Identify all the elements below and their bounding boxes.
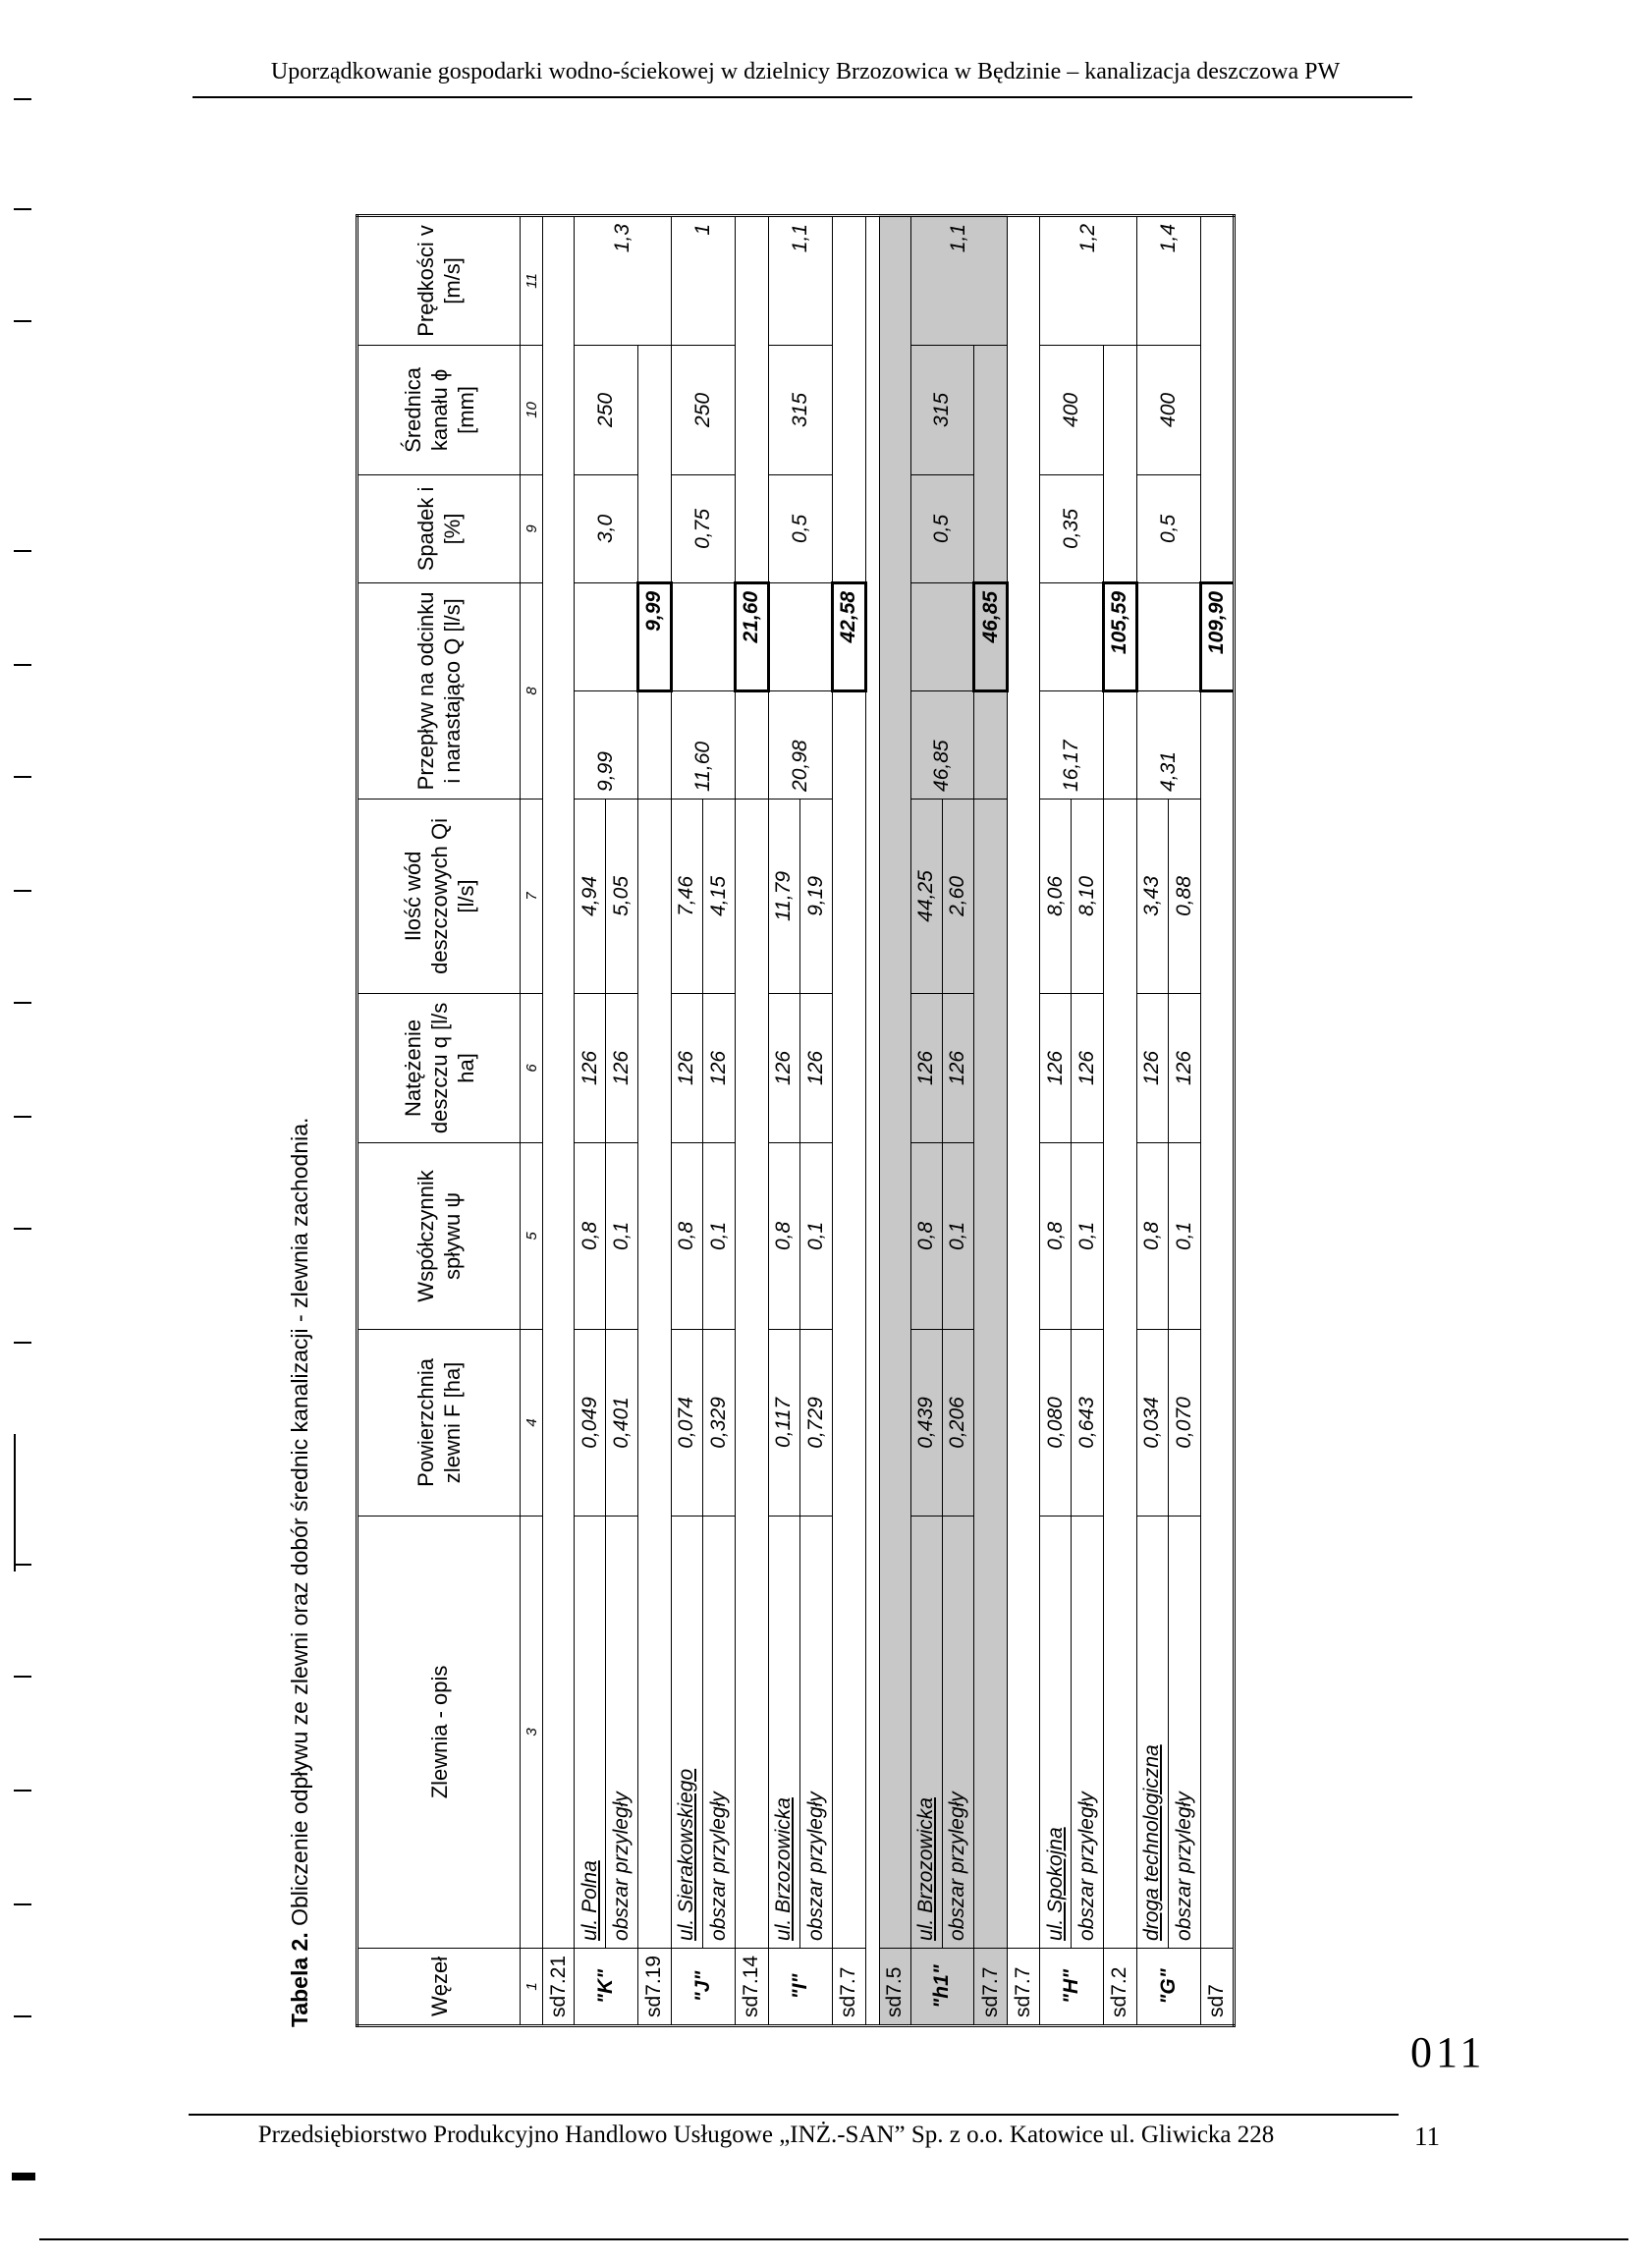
velocity-value: 1,4 — [1136, 215, 1200, 345]
area-value: 0,070 — [1169, 1329, 1201, 1516]
intensity-value: 126 — [942, 993, 974, 1142]
margin-mark — [14, 776, 31, 778]
velocity-value: 1,3 — [575, 215, 672, 345]
page-header: Uporządkowanie gospodarki wodno-ściekowej w dzielnicy Brzozowica w Będzinie – kanalizacja deszczowa PW — [270, 59, 1341, 84]
column-number: 9 — [521, 474, 543, 582]
catchment-description: ul. Brzozowicka — [768, 1516, 800, 1948]
margin-mark — [14, 550, 31, 552]
margin-line — [14, 1434, 16, 1572]
catchment-label: "K" — [575, 1948, 638, 2025]
slope-value: 0,5 — [910, 474, 974, 582]
diameter-value: 400 — [1040, 345, 1104, 474]
catchment-description: obszar przyległy — [800, 1516, 833, 1948]
area-value: 0,643 — [1072, 1329, 1104, 1516]
margin-mark — [14, 1903, 31, 1905]
coefficient-value: 0,1 — [703, 1142, 736, 1329]
margin-mark — [14, 664, 31, 666]
rotated-table-block — [285, 206, 1287, 2043]
catchment-description: ul. Polna — [575, 1516, 606, 1948]
area-value: 0,049 — [575, 1329, 606, 1516]
catchment-description: obszar przyległy — [703, 1516, 736, 1948]
cumulative-flow: 105,59 — [1103, 582, 1136, 690]
margin-mark — [14, 1116, 31, 1118]
cumulative-flow: 9,99 — [637, 582, 671, 690]
velocity-value: 1,1 — [768, 215, 832, 345]
catchment-description: obszar przyległy — [1072, 1516, 1104, 1948]
intensity-value: 126 — [1040, 993, 1072, 1142]
column-number: 1 — [521, 1948, 543, 2025]
margin-mark — [14, 208, 31, 210]
catchment-label: "G" — [1136, 1948, 1200, 2025]
margin-mark — [14, 1564, 31, 1566]
col-header-description: Zlewnia - opis — [358, 1516, 521, 1948]
col-header-node: Węzeł — [358, 1948, 521, 2025]
coefficient-value: 0,8 — [575, 1142, 606, 1329]
scan-mark — [12, 2173, 35, 2180]
catchment-label: "I" — [768, 1948, 832, 2025]
area-value: 0,206 — [942, 1329, 974, 1516]
area-value: 0,729 — [800, 1329, 833, 1516]
rainwater-value: 8,06 — [1040, 799, 1072, 993]
table-row — [1040, 215, 1072, 2025]
node-label: sd7.14 — [735, 1948, 768, 2025]
coefficient-value: 0,8 — [1136, 1142, 1169, 1329]
table-row — [637, 215, 671, 2025]
scan-edge-line — [39, 2238, 1628, 2240]
rainwater-value: 5,05 — [606, 799, 638, 993]
slope-value: 3,0 — [575, 474, 638, 582]
table-row — [1008, 215, 1040, 2025]
node-label: sd7.7 — [1008, 1948, 1040, 2025]
coefficient-value: 0,1 — [1169, 1142, 1201, 1329]
diameter-value: 250 — [671, 345, 735, 474]
area-value: 0,080 — [1040, 1329, 1072, 1516]
column-number: 6 — [521, 993, 543, 1142]
intensity-value: 126 — [671, 993, 703, 1142]
table-row — [910, 215, 942, 2025]
caption-label: Tabela 2. — [287, 1932, 312, 2027]
diameter-value: 315 — [768, 345, 832, 474]
margin-mark — [14, 1676, 31, 1678]
column-number: 7 — [521, 799, 543, 993]
coefficient-value: 0,8 — [1040, 1142, 1072, 1329]
col-header-area: Powierzchnia zlewni F [ha] — [358, 1329, 521, 1516]
node-label: sd7.7 — [832, 1948, 865, 2025]
header-rule — [193, 96, 1412, 98]
coefficient-value: 0,1 — [942, 1142, 974, 1329]
table-row — [1103, 215, 1136, 2025]
rainwater-value: 2,60 — [942, 799, 974, 993]
col-header-rain-water: Ilość wód deszczowych Qi [l/s] — [358, 799, 521, 993]
rainwater-value: 3,43 — [1136, 799, 1169, 993]
intensity-value: 126 — [910, 993, 942, 1142]
coefficient-value: 0,8 — [768, 1142, 800, 1329]
flow-value: 46,85 — [910, 690, 974, 799]
area-value: 0,439 — [910, 1329, 942, 1516]
footer-rule — [189, 2114, 1399, 2116]
area-value: 0,117 — [768, 1329, 800, 1516]
column-number-row — [521, 215, 543, 2025]
node-label: sd7.19 — [637, 1948, 671, 2025]
flow-value: 11,60 — [671, 690, 735, 799]
catchment-description: obszar przyległy — [1169, 1516, 1201, 1948]
catchment-description: droga technologiczna — [1136, 1516, 1169, 1948]
col-header-slope: Spadek i [%] — [358, 474, 521, 582]
catchment-description: obszar przyległy — [606, 1516, 638, 1948]
col-header-intensity: Natężenie deszczu q [l/s ha] — [358, 993, 521, 1142]
node-label: sd7.2 — [1103, 1948, 1136, 2025]
diameter-value: 250 — [575, 345, 638, 474]
table-row — [543, 215, 575, 2025]
intensity-value: 126 — [703, 993, 736, 1142]
runoff-table — [356, 214, 1236, 2027]
catchment-description: ul. Spokojna — [1040, 1516, 1072, 1948]
slope-value: 0,5 — [768, 474, 832, 582]
table-row — [879, 215, 910, 2025]
catchment-description: ul. Sierakowskiego — [671, 1516, 703, 1948]
rainwater-value: 0,88 — [1169, 799, 1201, 993]
catchment-label: "H" — [1040, 1948, 1104, 2025]
margin-mark — [14, 1342, 31, 1344]
margin-mark — [14, 320, 31, 322]
column-number: 4 — [521, 1329, 543, 1516]
catchment-description: obszar przyległy — [942, 1516, 974, 1948]
table-row — [974, 215, 1008, 2025]
slope-value: 0,35 — [1040, 474, 1104, 582]
cumulative-flow: 109,90 — [1200, 582, 1234, 690]
coefficient-value: 0,1 — [800, 1142, 833, 1329]
coefficient-value: 0,8 — [671, 1142, 703, 1329]
velocity-value: 1,1 — [910, 215, 1008, 345]
col-header-coefficient: Współczynnik spływu ψ — [358, 1142, 521, 1329]
area-value: 0,074 — [671, 1329, 703, 1516]
margin-mark — [14, 890, 31, 892]
node-label: sd7.21 — [543, 1948, 575, 2025]
column-number: 3 — [521, 1516, 543, 1948]
page-footer: Przedsiębiorstwo Produkcyjno Handlowo Usługowe „INŻ.-SAN” Sp. z o.o. Katowice ul. Gliwicka 228 — [257, 2122, 1275, 2148]
rainwater-value: 4,15 — [703, 799, 736, 993]
table-header-row — [358, 215, 521, 2025]
table-row — [735, 215, 768, 2025]
flow-value: 16,17 — [1040, 690, 1104, 799]
table-row — [768, 215, 800, 2025]
rainwater-value: 8,10 — [1072, 799, 1104, 993]
col-header-diameter: Średnica kanału ϕ [mm] — [358, 345, 521, 474]
page-stamp: 011 — [1410, 2028, 1486, 2076]
intensity-value: 126 — [800, 993, 833, 1142]
margin-mark — [14, 2015, 31, 2017]
cumulative-flow: 42,58 — [832, 582, 865, 690]
velocity-value: 1 — [671, 215, 735, 345]
column-number: 5 — [521, 1142, 543, 1329]
page-number: 11 — [1414, 2122, 1440, 2151]
diameter-value: 315 — [910, 345, 974, 474]
coefficient-value: 0,1 — [606, 1142, 638, 1329]
rainwater-value: 44,25 — [910, 799, 942, 993]
catchment-description: ul. Brzozowicka — [910, 1516, 942, 1948]
rainwater-value: 7,46 — [671, 799, 703, 993]
table-row — [832, 215, 865, 2025]
coefficient-value: 0,1 — [1072, 1142, 1104, 1329]
margin-mark — [14, 98, 31, 100]
flow-value: 4,31 — [1136, 690, 1200, 799]
margin-mark — [14, 1002, 31, 1004]
slope-value: 0,75 — [671, 474, 735, 582]
area-value: 0,329 — [703, 1329, 736, 1516]
column-number: 10 — [521, 345, 543, 474]
diameter-value: 400 — [1136, 345, 1200, 474]
intensity-value: 126 — [768, 993, 800, 1142]
col-header-velocity: Prędkości v [m/s] — [358, 215, 521, 345]
column-number: 8 — [521, 582, 543, 799]
table-caption — [287, 1118, 313, 2027]
node-label: sd7.7 — [974, 1948, 1008, 2025]
table-row — [575, 215, 606, 2025]
margin-mark — [14, 1790, 31, 1792]
table-row — [671, 215, 703, 2025]
intensity-value: 126 — [1072, 993, 1104, 1142]
slope-value: 0,5 — [1136, 474, 1200, 582]
flow-value: 9,99 — [575, 690, 638, 799]
intensity-value: 126 — [1169, 993, 1201, 1142]
cumulative-flow: 46,85 — [974, 582, 1008, 690]
flow-value: 20,98 — [768, 690, 832, 799]
col-header-flow: Przepływ na odcinku i narastająco Q [l/s] — [358, 582, 521, 799]
table-row — [1136, 215, 1169, 2025]
rainwater-value: 11,79 — [768, 799, 800, 993]
column-number: 11 — [521, 215, 543, 345]
area-value: 0,401 — [606, 1329, 638, 1516]
rainwater-value: 9,19 — [800, 799, 833, 993]
table-row — [1200, 215, 1234, 2025]
catchment-label: "J" — [671, 1948, 735, 2025]
intensity-value: 126 — [606, 993, 638, 1142]
caption-text: Obliczenie odpływu ze zlewni oraz dobór średnic kanalizacji - zlewnia zachodnia. — [287, 1117, 312, 1926]
margin-mark — [14, 1228, 31, 1230]
area-value: 0,034 — [1136, 1329, 1169, 1516]
catchment-label: "h1" — [910, 1948, 974, 2025]
node-label: sd7.5 — [879, 1948, 910, 2025]
intensity-value: 126 — [1136, 993, 1169, 1142]
velocity-value: 1,2 — [1040, 215, 1137, 345]
rainwater-value: 4,94 — [575, 799, 606, 993]
coefficient-value: 0,8 — [910, 1142, 942, 1329]
cumulative-flow: 21,60 — [735, 582, 768, 690]
intensity-value: 126 — [575, 993, 606, 1142]
node-label: sd7 — [1200, 1948, 1234, 2025]
